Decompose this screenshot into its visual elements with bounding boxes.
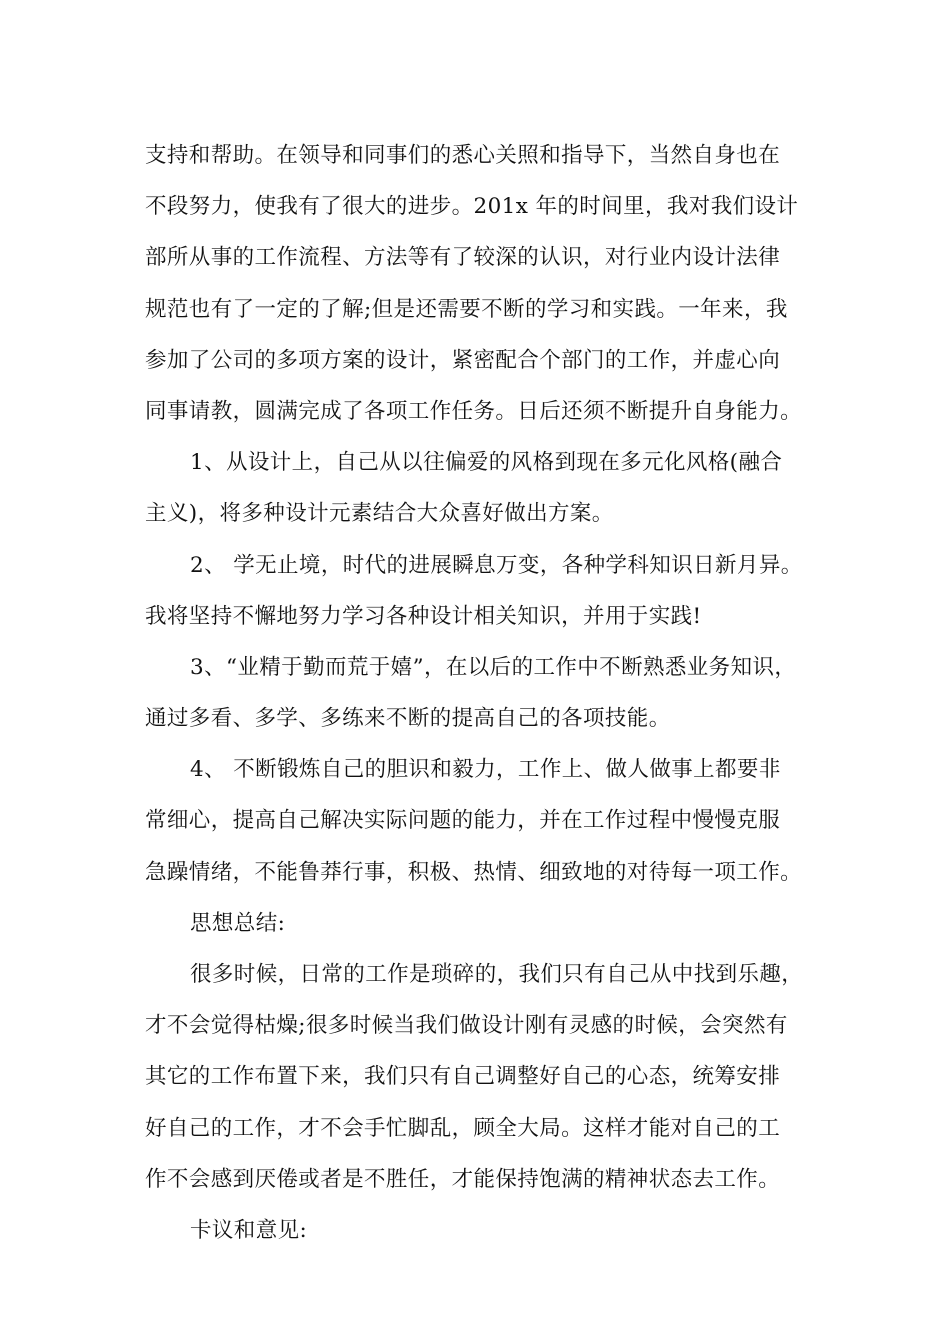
section-heading-summary: 思想总结: (190, 910, 286, 936)
text-line: 通过多看、多学、多练来不断的提高自己的各项技能。 (145, 706, 671, 732)
text-line: 规范也有了一定的了解;但是还需要不断的学习和实践。一年来，我 (145, 296, 788, 322)
list-item-2-line: 2、 学无止境，时代的进展瞬息万变，各种学科知识日新月异。 (190, 552, 803, 578)
list-item-4-line: 4、 不断锻炼自己的胆识和毅力，工作上、做人做事上都要非 (190, 757, 781, 783)
document-body (145, 130, 810, 1256)
text-line: 其它的工作布置下来，我们只有自己调整好自己的心态，统筹安排 (145, 1064, 781, 1090)
text-line: 我将坚持不懈地努力学习各种设计相关知识，并用于实践! (145, 603, 702, 629)
text-line: 同事请教，圆满完成了各项工作任务。日后还须不断提升自身能力。 (145, 398, 803, 424)
list-item-1-line: 1、从设计上，自己从以往偏爱的风格到现在多元化风格(融合 (190, 450, 783, 476)
text-line: 好自己的工作，才不会手忙脚乱，顾全大局。这样才能对自己的工 (145, 1115, 781, 1141)
section-heading-suggestions: 卡议和意见: (190, 1217, 308, 1243)
text-line: 部所从事的工作流程、方法等有了较深的认识，对行业内设计法律 (145, 245, 781, 271)
text-line: 参加了公司的多项方案的设计，紧密配合个部门的工作，并虚心向 (145, 347, 781, 373)
text-line: 急躁情绪，不能鲁莽行事，积极、热情、细致地的对待每一项工作。 (145, 859, 803, 885)
list-item-3-line: 3、“业精于勤而荒于嬉”，在以后的工作中不断熟悉业务知识， (190, 654, 797, 680)
text-line: 常细心，提高自己解决实际问题的能力，并在工作过程中慢慢克服 (145, 808, 781, 834)
text-line: 主义)，将多种设计元素结合大众喜好做出方案。 (145, 501, 614, 527)
text-line: 支持和帮助。在领导和同事们的悉心关照和指导下，当然自身也在 (145, 143, 781, 168)
paragraph-start-line: 很多时候，日常的工作是琐碎的，我们只有自己从中找到乐趣， (190, 962, 804, 987)
text-line: 才不会觉得枯燥;很多时候当我们做设计刚有灵感的时候，会突然有 (145, 1013, 788, 1039)
text-line: 作不会感到厌倦或者是不胜任，才能保持饱满的精神状态去工作。 (145, 1166, 781, 1192)
text-line: 不段努力，使我有了很大的进步。201x 年的时间里，我对我们设计 (145, 194, 799, 220)
